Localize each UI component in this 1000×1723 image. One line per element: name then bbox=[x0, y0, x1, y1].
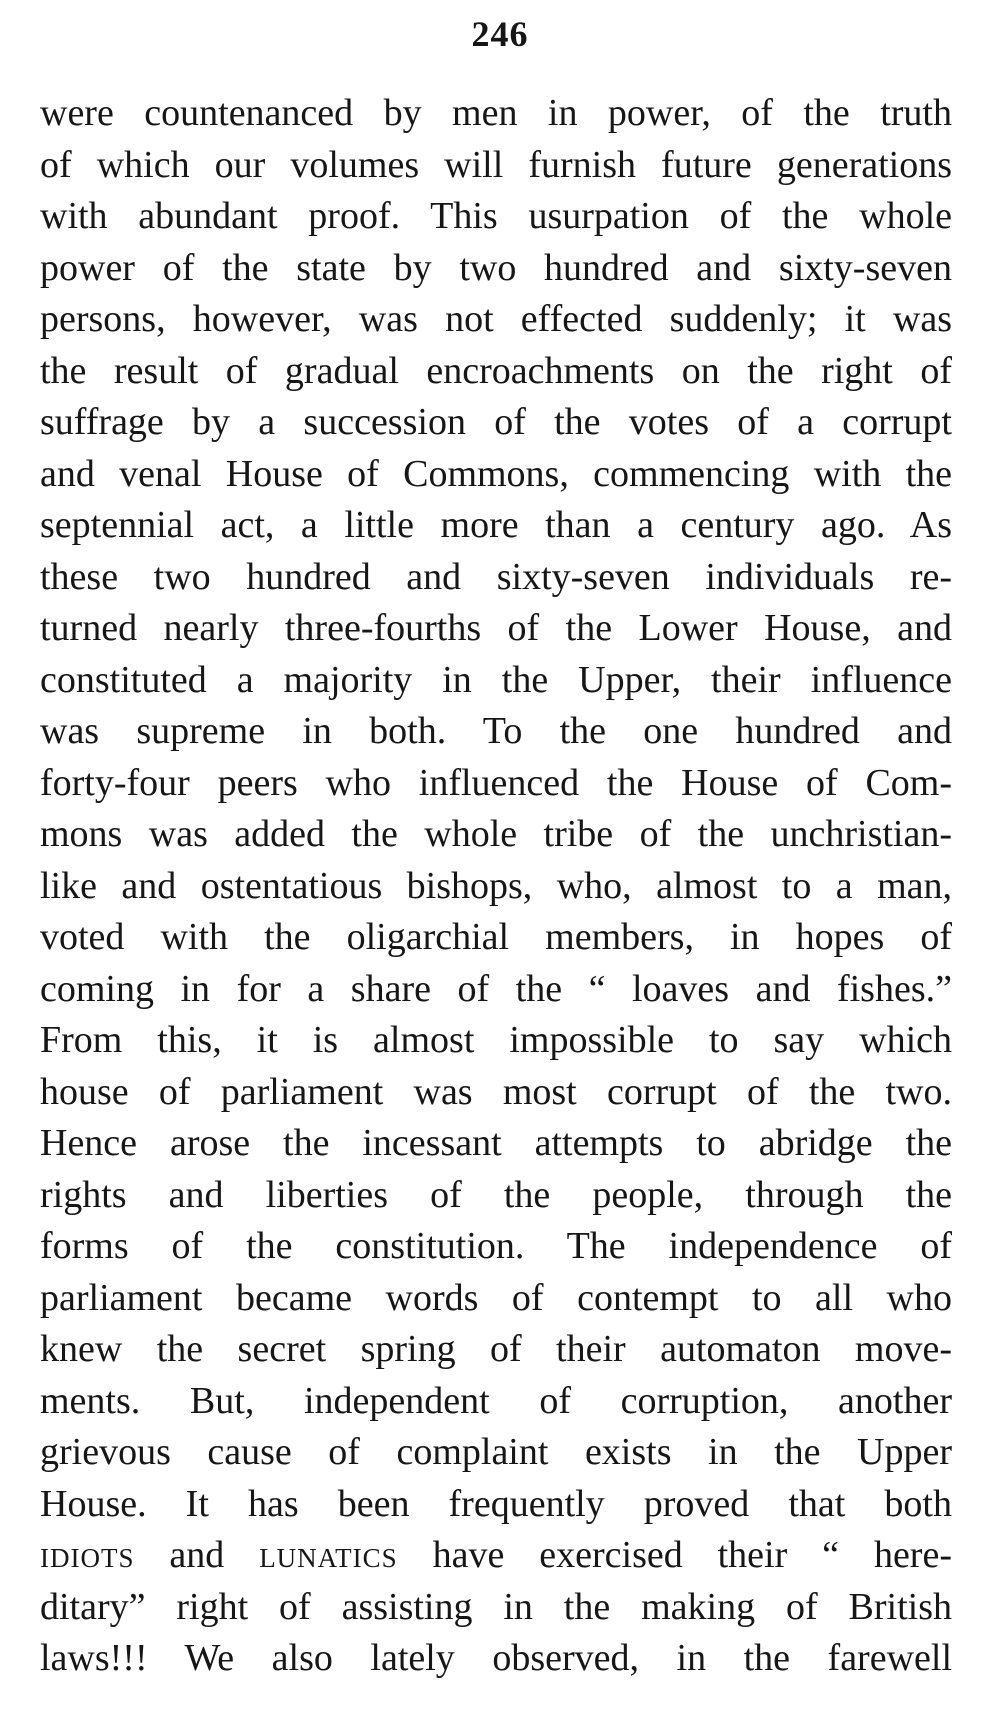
text-line: suffrage by a succession of the votes of a corrupt bbox=[40, 401, 952, 443]
small-caps-word: idiots bbox=[40, 1534, 135, 1576]
body-text bbox=[40, 88, 952, 1685]
text-line: rights and liberties of the people, through the bbox=[40, 1173, 952, 1216]
text-line: of which our volumes will furnish future generations bbox=[40, 143, 952, 186]
text-line: house of parliament was most corrupt of the two. bbox=[40, 1070, 952, 1113]
text-line: ments. But, independent of corruption, another bbox=[40, 1379, 952, 1422]
text-line-mixed bbox=[40, 1530, 952, 1582]
text-line: constituted a majority in the Upper, their influence bbox=[40, 658, 952, 701]
text-line: knew the secret spring of their automaton move- bbox=[40, 1328, 952, 1370]
text-line: From this, it is almost impossible to say which bbox=[40, 1019, 952, 1061]
text-line: with abundant proof. This usurpation of the whole bbox=[40, 195, 952, 237]
text-line: voted with the oligarchial members, in hopes of bbox=[40, 916, 952, 958]
text-line: laws!!! We also lately observed, in the farewell bbox=[40, 1637, 952, 1679]
text-line: grievous cause of complaint exists in the Upper bbox=[40, 1431, 952, 1473]
text-line: were countenanced by men in power, of the truth bbox=[40, 92, 952, 134]
text-fragment: and bbox=[134, 1534, 260, 1576]
small-caps-word: lunatics bbox=[259, 1534, 398, 1576]
text-line: persons, however, was not effected suddenly; it was bbox=[40, 298, 952, 340]
page-number: 246 bbox=[471, 14, 529, 54]
text-line: like and ostentatious bishops, who, almost to a man, bbox=[40, 864, 952, 907]
text-line: forms of the constitution. The independence of bbox=[40, 1225, 952, 1267]
text-line: septennial act, a little more than a century ago. As bbox=[40, 504, 952, 546]
text-line: House. It has been frequently proved that both bbox=[40, 1482, 952, 1525]
text-line: mons was added the whole tribe of the unchristian- bbox=[40, 813, 952, 855]
text-fragment: have exercised their “ here- bbox=[397, 1534, 952, 1576]
text-line: these two hundred and sixty-seven individuals re- bbox=[40, 555, 952, 598]
text-line: forty-four peers who influenced the House of Com- bbox=[40, 761, 952, 804]
text-line: the result of gradual encroachments on the right of bbox=[40, 349, 952, 392]
text-line: turned nearly three-fourths of the Lower House, and bbox=[40, 607, 952, 649]
text-line: coming in for a share of the “ loaves and fishes.” bbox=[40, 967, 952, 1010]
text-line: and venal House of Commons, commencing with the bbox=[40, 452, 952, 495]
text-line: power of the state by two hundred and sixty-seven bbox=[40, 246, 952, 289]
text-line: parliament became words of contempt to all who bbox=[40, 1276, 952, 1319]
text-line: was supreme in both. To the one hundred and bbox=[40, 710, 952, 752]
text-line: ditary” right of assisting in the making of British bbox=[40, 1585, 952, 1628]
text-line: Hence arose the incessant attempts to abridge the bbox=[40, 1122, 952, 1164]
